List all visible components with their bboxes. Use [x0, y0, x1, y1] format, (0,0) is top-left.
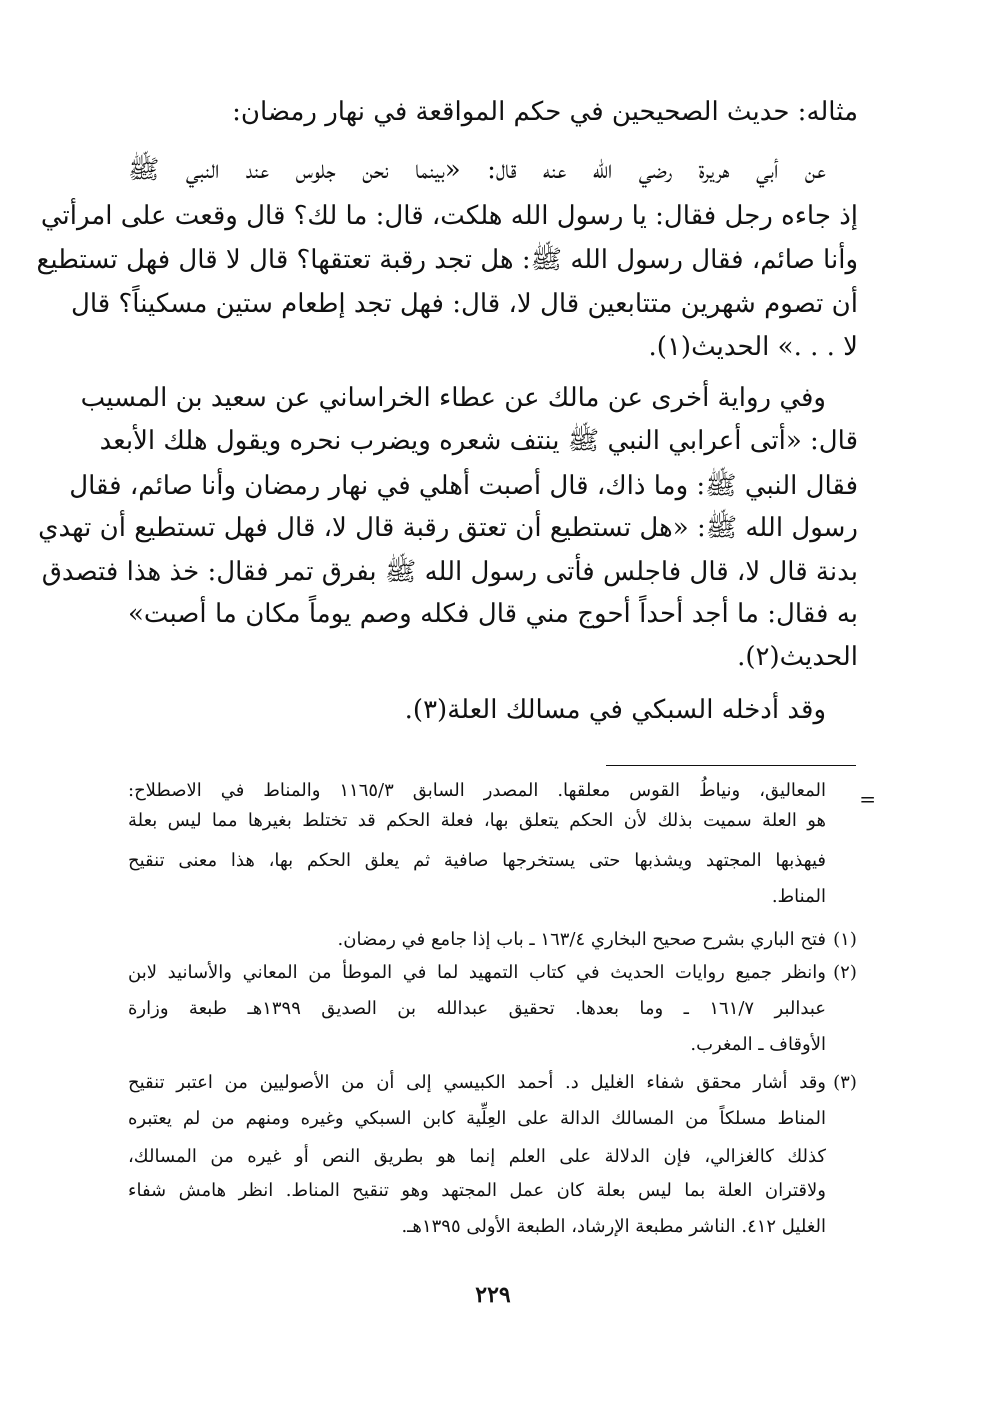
para2-line: به فقال: ما أجد أحداً أحوج مني قال فكله وصم يوماً مكان ما أصبت»	[128, 599, 858, 629]
para2-line: فقال النبي ﷺ: وما ذاك، قال أصبت أهلي في نهار رمضان وأنا صائم، فقال	[69, 471, 858, 501]
footnote-line: كذلك كالغزالي، فإن الدلالة على العلم إنما هو بطريق النص أو غيره من المسالك،	[128, 1146, 826, 1167]
section-heading: مثاله: حديث الصحيحين في حكم المواقعة في نهار رمضان:	[232, 97, 858, 127]
para2-line: وفي رواية أخرى عن مالك عن عطاء الخراساني عن سعيد بن المسيب	[80, 383, 826, 413]
footnote-line: المناط مسلكاً من المسالك الدالة على العِلِّية كابن السبكي وغيره ومنهم من لم يعتبره	[128, 1108, 826, 1129]
page-number: ٢٢٩	[475, 1282, 511, 1308]
para2-line: رسول الله ﷺ: «هل تستطيع أن تعتق رقبة قال لا، قال فهل تستطيع أن تهدي	[38, 513, 858, 543]
footnote-line: وانظر جميع روايات الحديث في كتاب التمهيد لما في الموطأ من المعاني والأسانيد لابن	[128, 962, 826, 983]
para3-line: وقد أدخله السبكي في مسالك العلة(٣).	[404, 695, 826, 725]
footnote-line: ولاقتران العلة بما ليس بعلة كان عمل المجتهد وهو تنقيح المناط. انظر هامش شفاء	[128, 1180, 826, 1201]
footnote-line: عبدالبر ١٦١/٧ ـ وما بعدها. تحقيق عبدالله بن الصديق ١٣٩٩هـ طبعة وزارة	[128, 998, 826, 1019]
para2-line: الحديث(٢).	[737, 642, 858, 672]
footnote-line: فتح الباري بشرح صحيح البخاري ١٦٣/٤ ـ باب إذا جامع في رمضان.	[337, 929, 826, 950]
para2-line: بدنة قال لا، قال فاجلس فأتى رسول الله ﷺ بفرق تمر فقال: خذ هذا فتصدق	[41, 557, 858, 587]
para1-line: أن تصوم شهرين متتابعين قال لا، قال: فهل تجد إطعام ستين مسكيناً؟ قال	[70, 289, 858, 319]
footnote-separator	[606, 765, 856, 766]
para1-line: وأنا صائم، فقال رسول الله ﷺ: هل تجد رقبة تعتقها؟ قال لا قال فهل تستطيع	[36, 245, 858, 275]
footnote-number: (٣)	[833, 1072, 857, 1093]
para1-line: لا . . .» الحديث(١).	[648, 332, 858, 362]
footnote-line: وقد أشار محقق شفاء الغليل د. أحمد الكبيسي إلى أن من الأصوليين من اعتبر تنقيح	[128, 1072, 826, 1093]
footnote-cont-line: هو العلة سميت بذلك لأن الحكم يتعلق بها، فعلة الحكم قد تختلط بغيرها مما ليس بعلة	[128, 810, 826, 831]
footnote-cont-line: المعاليق، ونياطُ القوس معلقها. المصدر السابق ١١٦٥/٣ والمناط في الاصطلاح:	[128, 780, 826, 801]
footnote-cont-line: المناط.	[771, 886, 826, 907]
footnote-line: الغليل ٤١٢. الناشر مطبعة الإرشاد، الطبعة الأولى ١٣٩٥هـ.	[401, 1216, 826, 1237]
para1-line: عن أبي هريرة رضي الله عنه قال: «بينما نحن جلوس عند النبي ﷺ	[128, 155, 826, 185]
footnote-line: الأوقاف ـ المغرب.	[690, 1034, 826, 1055]
continuation-mark: =	[859, 787, 876, 811]
para2-line: قال: «أتى أعرابي النبي ﷺ ينتف شعره ويضرب نحره ويقول هلك الأبعد	[99, 426, 858, 456]
footnote-cont-line: فيهذبها المجتهد ويشذبها حتى يستخرجها صافية ثم يعلق الحكم بها، هذا معنى تنقيح	[128, 850, 826, 871]
footnote-number: (٢)	[833, 962, 857, 983]
para1-line: إذ جاءه رجل فقال: يا رسول الله هلكت، قال: ما لك؟ قال وقعت على امرأتي	[40, 201, 858, 231]
footnote-number: (١)	[833, 929, 857, 950]
